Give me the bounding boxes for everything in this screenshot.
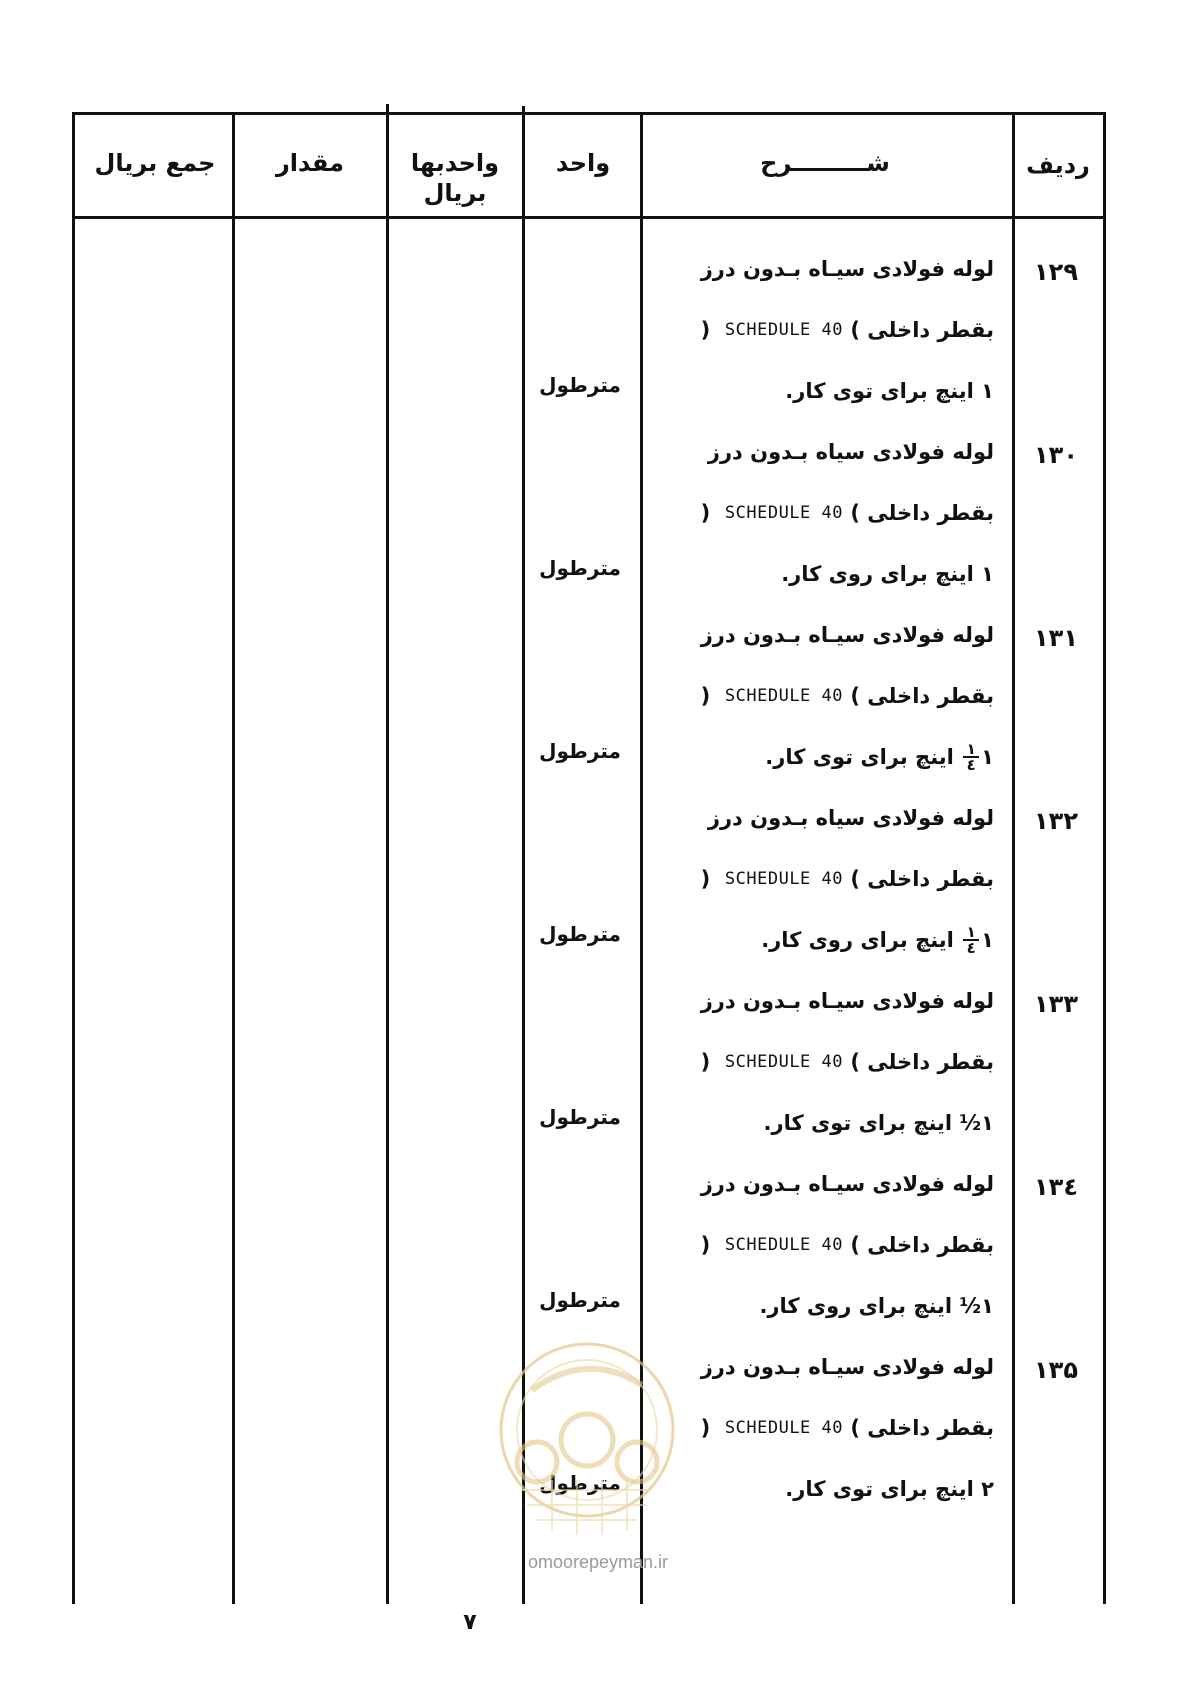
description-line-1: لوله فولادی سیـاه بـدون درز: [700, 622, 994, 647]
size-half: ½: [959, 1293, 982, 1318]
column-divider-total-quantity: [232, 112, 235, 1604]
paren-close: ): [850, 317, 860, 342]
description-cell: [650, 1153, 994, 1336]
schedule-code: SCHEDULE 40: [724, 685, 843, 706]
inner-diameter-label: بقطر داخلی: [867, 683, 994, 708]
paren-open: (: [700, 1232, 711, 1257]
usage-label: اینچ برای روی کار.: [761, 927, 954, 952]
inner-diameter-label: بقطر داخلی: [867, 1049, 994, 1074]
fraction-numerator: ۱: [966, 922, 976, 941]
description-line-3: [650, 1275, 994, 1336]
schedule-code: SCHEDULE 40: [724, 1234, 843, 1255]
header-quantity: مقدار: [275, 149, 345, 177]
description-line-3: [650, 1092, 994, 1153]
paren-open: (: [700, 317, 711, 342]
unit-cell: مترطول: [539, 1288, 621, 1312]
description-line-1: لوله فولادی سیـاه بـدون درز: [700, 256, 994, 281]
inner-diameter-label: بقطر داخلی: [867, 500, 994, 525]
description-line-1: لوله فولادی سیاه بـدون درز: [707, 439, 994, 464]
usage-label: اینچ برای توی کار.: [765, 744, 954, 769]
pipe-size: ۱: [981, 927, 994, 952]
description-line-3: [650, 726, 994, 787]
header-unit: واحد: [555, 149, 611, 177]
row-number: ۱۳۵: [1034, 1356, 1078, 1384]
row-number: ۱۳۲: [1034, 807, 1078, 835]
description-line-2: [650, 1397, 994, 1458]
paren-open: (: [700, 500, 711, 525]
description-line-3: [650, 1458, 994, 1519]
pipe-size: ۱: [981, 1293, 994, 1318]
usage-label: اینچ برای روی کار.: [759, 1293, 953, 1318]
row-number: ۱۳۳: [1034, 990, 1078, 1018]
description-line-2: [650, 1214, 994, 1275]
pipe-size: ۱: [981, 744, 994, 769]
description-line-1: لوله فولادی سیاه بـدون درز: [707, 805, 994, 830]
unit-cell: مترطول: [539, 739, 621, 763]
unit-cell: مترطول: [539, 1471, 621, 1495]
description-line-3: [650, 543, 994, 604]
column-divider-description-row: [1012, 112, 1015, 1604]
description-line-2: [650, 1031, 994, 1092]
description-cell: [650, 604, 994, 787]
inner-diameter-label: بقطر داخلی: [867, 866, 994, 891]
row-number: ۱۳۱: [1034, 624, 1078, 652]
inner-diameter-label: بقطر داخلی: [867, 1415, 994, 1440]
watermark-seal: [492, 1330, 682, 1540]
usage-label: اینچ برای توی کار.: [763, 1110, 953, 1135]
paren-open: (: [700, 1415, 711, 1440]
paren-open: (: [700, 1049, 711, 1074]
unit-cell: مترطول: [539, 556, 621, 580]
column-divider-quantity-price: [386, 104, 389, 1604]
description-cell: [650, 787, 994, 970]
unit-cell: مترطول: [539, 373, 621, 397]
inner-diameter-label: بقطر داخلی: [867, 317, 994, 342]
row-number: ۱۳۰: [1034, 441, 1078, 469]
row-number: ۱۲۹: [1034, 258, 1078, 286]
table-right-border: [1103, 112, 1106, 1604]
description-line-2: [650, 848, 994, 909]
description-line-2: [650, 665, 994, 726]
description-cell: [650, 970, 994, 1153]
paren-open: (: [700, 866, 711, 891]
pipe-size: ۱: [981, 1110, 994, 1135]
unit-cell: مترطول: [539, 1105, 621, 1129]
description-line-2: [650, 299, 994, 360]
table-top-border: [72, 112, 1106, 115]
header-row-number: ردیف: [1026, 151, 1090, 179]
size-fraction: [963, 739, 979, 774]
paren-close: ): [850, 683, 860, 708]
usage-label: اینچ برای توی کار.: [785, 1476, 974, 1501]
description-cell: [650, 421, 994, 604]
table-left-border: [72, 112, 75, 1604]
description-line-2: [650, 482, 994, 543]
description-line-3: [650, 909, 994, 970]
description-line-3: [650, 360, 994, 421]
fraction-denominator: ٤: [966, 938, 976, 957]
paren-close: ): [850, 500, 860, 525]
paren-close: ): [850, 866, 860, 891]
inner-diameter-label: بقطر داخلی: [867, 1232, 994, 1257]
unit-cell: مترطول: [539, 922, 621, 946]
description-line-1: لوله فولادی سیـاه بـدون درز: [700, 1354, 994, 1379]
paren-close: ): [850, 1232, 860, 1257]
size-half: ½: [959, 1110, 982, 1135]
pipe-size: ۱: [981, 378, 994, 403]
description-cell: [650, 238, 994, 421]
fraction-numerator: ۱: [966, 739, 976, 758]
paren-open: (: [700, 683, 711, 708]
watermark-url: omoorepeyman.ir: [527, 1552, 669, 1572]
header-total: جمع بریال: [94, 149, 216, 177]
header-bottom-border: [72, 216, 1106, 219]
pipe-size: ۲: [981, 1476, 994, 1501]
schedule-code: SCHEDULE 40: [724, 1051, 843, 1072]
schedule-code: SCHEDULE 40: [724, 319, 843, 340]
page-number: ۷: [463, 1610, 477, 1635]
schedule-code: SCHEDULE 40: [724, 502, 843, 523]
usage-label: اینچ برای روی کار.: [781, 561, 974, 586]
description-line-1: لوله فولادی سیـاه بـدون درز: [700, 988, 994, 1013]
paren-close: ): [850, 1049, 860, 1074]
paren-close: ): [850, 1415, 860, 1440]
size-fraction: [963, 922, 979, 957]
description-cell: [650, 1336, 994, 1519]
description-line-1: لوله فولادی سیـاه بـدون درز: [700, 1171, 994, 1196]
header-description: شـــــــــرح: [760, 149, 890, 177]
schedule-code: SCHEDULE 40: [724, 868, 843, 889]
row-number: ۱۳٤: [1034, 1173, 1078, 1201]
pipe-size: ۱: [981, 561, 994, 586]
header-unit-price: واحدبها بریال: [410, 149, 500, 207]
fraction-denominator: ٤: [966, 755, 976, 774]
usage-label: اینچ برای توی کار.: [785, 378, 974, 403]
schedule-code: SCHEDULE 40: [724, 1417, 843, 1438]
